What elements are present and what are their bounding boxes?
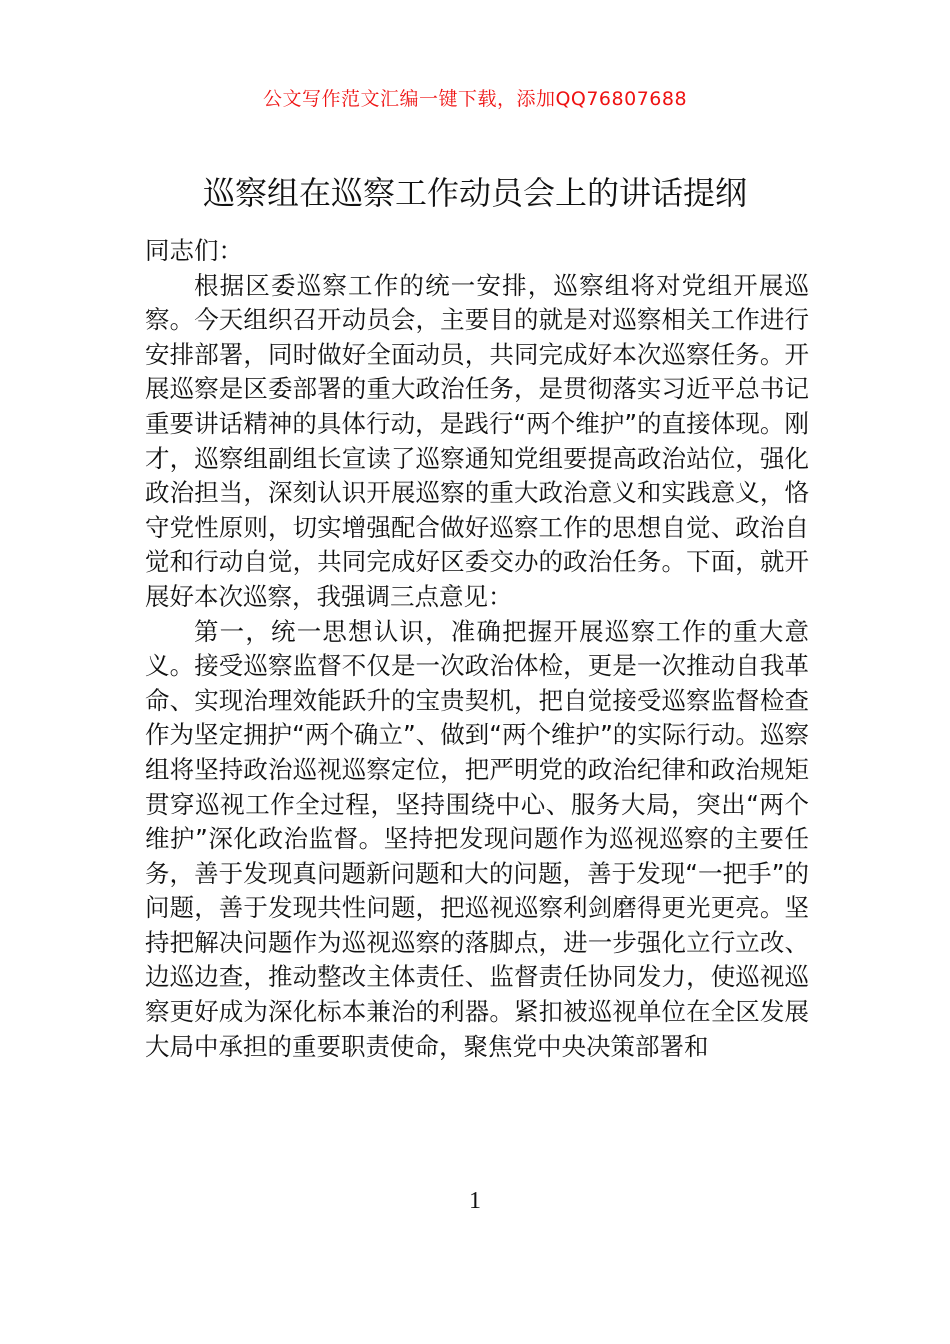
header-watermark: 公文写作范文汇编一键下载，添加QQ76807688 [262, 88, 688, 110]
salutation: 同志们： [145, 236, 243, 265]
document-title: 巡察组在巡察工作动员会上的讲话提纲 [202, 174, 747, 212]
paragraph-intro: 根据区委巡察工作的统一安排，巡察组将对党组开展巡察。今天组织召开动员会，主要目的就是对巡察相关工作进行安排部署，同时做好全面动员，共同完成好本次巡察任务。开展巡察是区委部署的重大政治任务，是贯彻落实习近平总书记重要讲话精神的具体行动，是践行“两个维护”的直接体现。刚才，巡察组副组长宣读了巡察通知党组要提高政治站位，强化政治担当，深刻认识开展巡察的重大政治意义和实践意义，恪守党性原则，切实增强配合做好巡察工作的思想自觉、政治自觉和行动自觉，共同完成好区委交办的政治任务。下面，就开展好本次巡察，我强调三点意见： [145, 270, 809, 611]
document-body [145, 234, 809, 1064]
page-number: 1 [469, 1188, 481, 1214]
paragraph-first-point: 第一，统一思想认识，准确把握开展巡察工作的重大意义。接受巡察监督不仅是一次政治体检，更是一次推动自我革命、实现治理效能跃升的宝贵契机，把自觉接受巡察监督检查作为坚定拥护“两个确立”、做到“两个维护”的实际行动。巡察组将坚持政治巡视巡察定位，把严明党的政治纪律和政治规矩贯穿巡视工作全过程，坚持围绕中心、服务大局，突出“两个维护”深化政治监督。坚持把发现问题作为巡视巡察的主要任务，善于发现真问题新问题和大的问题，善于发现“一把手”的问题，善于发现共性问题，把巡视巡察利剑磨得更光更亮。坚持把解决问题作为巡视巡察的落脚点，进一步强化立行立改、边巡边查，推动整改主体责任、监督责任协同发力，使巡视巡察更好成为深化标本兼治的利器。紧扣被巡视单位在全区发展大局中承担的重要职责使命，聚焦党中央决策部署和 [145, 616, 809, 1061]
